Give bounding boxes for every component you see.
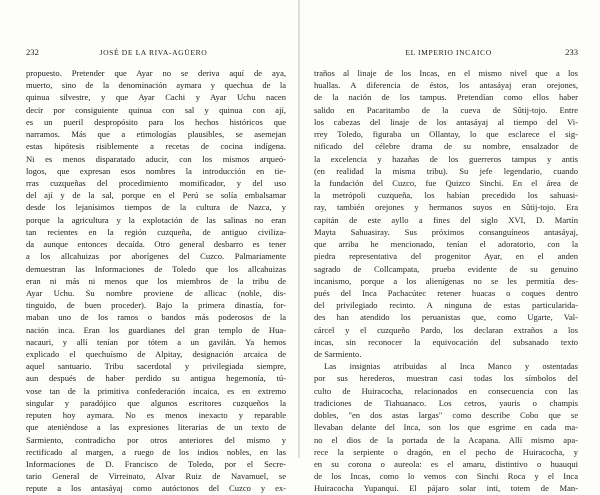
text-line: Ni es menos disparatado aducir, con los mismos arqueó- xyxy=(26,153,286,164)
text-line: rece la serpiente o dragón, en el pecho de Huiracocha, y xyxy=(314,446,578,457)
text-line: vose tan de la primitiva confederación incaica, es en extremo xyxy=(26,385,286,396)
text-line: repute a los antasáyaj como autóctonos del Cuzco y ex- xyxy=(26,483,286,494)
text-line: Huiracocha Yupanqui. El pájaro solar inti, totem de Man- xyxy=(314,483,578,494)
text-line: rrey Toledo, figuraba un Ollantay, lo que esclarece el sig- xyxy=(314,129,578,140)
text-line: cárcel y el cuzqueño Pardo, los declaran extraños a los xyxy=(314,324,578,335)
right-text-block xyxy=(314,67,578,495)
right-page-number: 233 xyxy=(565,47,578,57)
text-line: por sus herederos, muestran casi todas los símbolos del xyxy=(314,373,578,384)
text-line: logos, que expresan esos nombres la introducción en tie- xyxy=(26,165,286,176)
text-line: Las insignias atribuidas al Inca Manco y ostentadas xyxy=(324,361,578,372)
text-line: rras cuzqueñas del procedimiento momificador, y del uso xyxy=(26,177,286,188)
text-line: incanismo, porque a los alienígenas no se les permitía des- xyxy=(314,275,578,286)
text-line: la fundación del Cuzco, fue Quizco Sinchi. En el área de xyxy=(314,177,578,188)
right-running-head xyxy=(314,47,578,59)
text-line: incas, sin reconocer la equivocación del subsanado texto xyxy=(314,336,578,347)
text-line: tario General de Virreinato, Alvar Ruiz de Navamuel, se xyxy=(26,471,286,482)
text-line: muerto, sino de la denominación aymara y quechua de la xyxy=(26,80,286,91)
text-line: nación inca. Eran los guardianes del gran templo de Hua- xyxy=(26,324,286,335)
text-line: explicado el quechuísmo de Alpitay, designación arcaica de xyxy=(26,349,286,360)
text-line: traños al linaje de los Incas, en el mismo nivel que a los xyxy=(314,68,578,78)
text-line: dobles, "en dos astas largas" como describe Cobo que se xyxy=(314,410,578,421)
left-running-head xyxy=(26,47,286,59)
text-line: culto de Huiracocha, relacionados en consecuencia con las xyxy=(314,385,578,396)
text-line: aun después de haber perdido su antigua hegemonía, tú- xyxy=(26,373,286,384)
text-line: los cabezas del linaje de los antasáyaj al tiempo del Vi- xyxy=(314,116,578,127)
text-line: la excelencia y hazañas de los guerreros tampus y antis xyxy=(314,153,578,164)
text-line: decir por consiguiente quinua con sal y quinua con ají, xyxy=(26,104,286,115)
text-line: en su corona o aureola: es el amaru, distintivo o huauqui xyxy=(314,459,578,469)
text-line: Sarmiento, contradicho por otros anteriores del mismo y xyxy=(26,434,286,445)
text-line: desde los lejanísimos tiempos de la cultura de Nazca, y xyxy=(26,202,286,213)
text-line: tradiciones de Tiahuanaco. Los cetros, yauris o champis xyxy=(314,397,578,408)
text-line: maban uno de los ramos o bandos más poderosos de la xyxy=(26,312,286,323)
text-line: estas hipótesis risiblemente a recetas de cocina indígena. xyxy=(26,141,286,152)
text-line: salido en Pacaritambo de la cueva de Sûtij-tojo. Entre xyxy=(314,104,578,115)
text-line: Ayar Uchu. Su nombre proviene de allicac (noble, dis- xyxy=(26,287,286,298)
text-line: singular y paradójico que algunos escritores cuzqueños la xyxy=(26,397,286,408)
text-line: aquel santuario. Tribu sacerdotal y privilegiada siempre, xyxy=(26,361,286,372)
text-line: quinua silvestre, y que Ayar Cachi y Ayar Uchu nacen xyxy=(26,92,286,103)
text-line: pués del Inca Pachacútec retener huacas o coques dentro xyxy=(314,287,578,298)
right-page xyxy=(298,0,600,494)
text-line: de los Incas, como lo vemos con Sinchi Roca y el Inca xyxy=(314,471,578,482)
left-page xyxy=(0,0,298,494)
text-line: rectificado al margen, a ruego de los indios nobles, en las xyxy=(26,446,286,457)
text-line: Informaciones de D. Francisco de Toledo, por el Secre- xyxy=(26,459,286,469)
text-line: nacauri, y allí tenían por tótem a un gavilán. Ya hemos xyxy=(26,336,286,347)
text-line: demuestran las Informaciones de Toledo que los allcahuizas xyxy=(26,263,286,274)
text-line: piedra representativa del progenitor Ayar, en el anden xyxy=(314,251,578,262)
left-header-title: JOSÉ DE LA RIVA-AGÜERO xyxy=(99,48,208,57)
text-line: sagrado de Collcampata, prueba evidente de su genuino xyxy=(314,263,578,274)
text-line: es un pueril despropósito para los hechos históricos que xyxy=(26,116,286,127)
text-line: (en realidad la misma tribu). Su jefe legendario, cuando xyxy=(314,165,578,176)
text-line: des han atendido los peruanistas que, como Ugarte, Val- xyxy=(314,312,578,323)
text-line: Mayta Sahuasiray. Sus próximos consanguíneos antasáyaj, xyxy=(314,226,578,237)
text-line: llevaban delante del Inca, son los que esgrime en cada ma- xyxy=(314,422,578,433)
right-header-title: EL IMPERIO INCAICO xyxy=(405,48,492,57)
left-text-block xyxy=(26,67,286,495)
text-line: a los allcahuizas por aborígenes del Cuzco. Palmariamente xyxy=(26,251,286,262)
text-line: ray, también orejones y hermanos suyos en Sûtij-tojo. Era xyxy=(314,202,578,213)
text-line: da aunque entonces decaída. Otro general desbarro es tener xyxy=(26,239,286,250)
text-line: de la nación de los tampus. Pretendían como ellos haber xyxy=(314,92,578,103)
text-line: de Sarmiento. xyxy=(314,349,362,360)
text-line: nificado del célebre drama de su nombre, ensalzador de xyxy=(314,141,578,152)
text-line: no el dios de la portada de la Acapana. Allí mismo apa- xyxy=(314,434,578,445)
text-line: del ají y de la sal, porque en el Perú se solía embalsamar xyxy=(26,190,286,201)
text-line: del privilegiado recinto. A ninguna de estas particularida- xyxy=(314,300,578,311)
text-line: tinguido, de buen proceder). Bajo la primera dinastía, for- xyxy=(26,300,286,311)
text-line: la metrópoli cuzqueña, los habían precedido los sahuasi- xyxy=(314,190,578,201)
text-line: porque la agricultura y la explotación de las salinas no eran xyxy=(26,214,286,225)
text-line: capitán de este ayllo a fines del siglo XVI, D. Martín xyxy=(314,214,578,225)
text-line: huallas. A diferencia de éstos, los antasáyaj eran orejones, xyxy=(314,80,578,91)
text-line: narramos. Más que a etimologías plausibles, se asemejan xyxy=(26,129,286,140)
text-line: que ateniéndose a las expresiones literarias de un texto de xyxy=(26,422,286,433)
left-page-number: 232 xyxy=(26,47,39,57)
text-line: propuesto. Pretender que Ayar no se deriva aquí de aya, xyxy=(26,68,286,78)
text-line: que arriba he mencionado, tenían el adoratorio, con la xyxy=(314,239,578,250)
text-line: reputen hoy aymara. No es menos inexacto y reparable xyxy=(26,410,286,421)
text-line: eran ni más ni menos que los miembros de la tribu de xyxy=(26,275,286,286)
text-line: tan recientes en la región cuzqueña, de antiguo civiliza- xyxy=(26,226,286,237)
